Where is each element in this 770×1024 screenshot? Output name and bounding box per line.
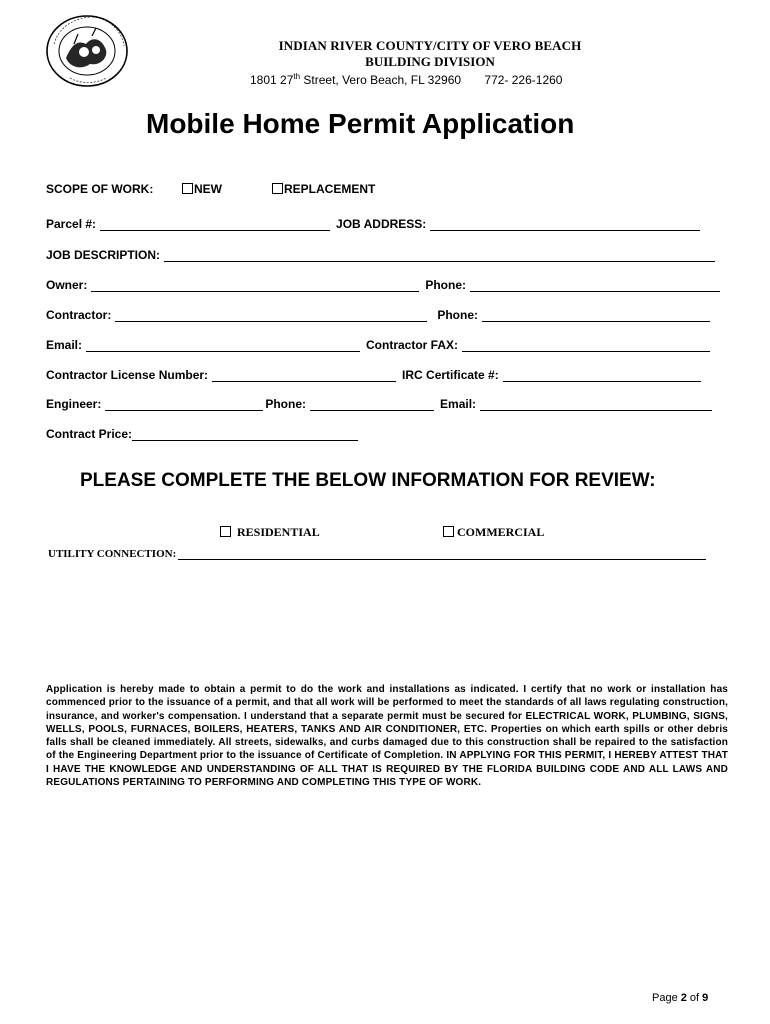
irc-label: IRC Certificate #:	[402, 368, 499, 382]
owner-row	[46, 278, 726, 292]
page-title: Mobile Home Permit Application	[146, 108, 575, 139]
contractor-field[interactable]	[115, 311, 427, 322]
agency-address	[250, 72, 650, 87]
review-heading: PLEASE COMPLETE THE BELOW INFORMATION FOR REVIEW:	[80, 470, 656, 491]
owner-phone-field[interactable]	[470, 281, 720, 292]
contractor-label: Contractor:	[46, 308, 112, 322]
engineer-email-label: Email:	[440, 397, 477, 411]
commercial-checkbox[interactable]	[443, 526, 454, 537]
engineer-phone-label: Phone:	[265, 397, 307, 411]
contractor-fax-label: Contractor FAX:	[366, 338, 459, 352]
agency-phone: 772- 226-1260	[484, 73, 563, 87]
utility-connection-field[interactable]	[178, 549, 706, 560]
scope-of-work-label: SCOPE OF WORK:	[46, 182, 154, 196]
contract-price-row	[46, 427, 364, 441]
license-label: Contractor License Number:	[46, 368, 209, 382]
email-fax-row	[46, 338, 716, 352]
contractor-phone-field[interactable]	[482, 311, 710, 322]
commercial-option[interactable]	[443, 525, 544, 540]
contractor-row	[46, 308, 716, 322]
license-row	[46, 368, 707, 382]
contract-price-label: Contract Price:	[46, 427, 133, 441]
division-name: BUILDING DIVISION	[365, 54, 495, 69]
page-number: Page 2 of 9	[652, 992, 709, 1004]
residential-checkbox[interactable]	[220, 526, 231, 537]
engineer-row	[46, 397, 718, 411]
new-label: NEW	[194, 182, 222, 196]
utility-connection-row	[48, 548, 706, 560]
job-description-label: JOB DESCRIPTION:	[46, 248, 161, 262]
replacement-checkbox[interactable]	[272, 183, 283, 194]
engineer-email-field[interactable]	[480, 400, 712, 411]
scope-replacement-option[interactable]	[272, 182, 375, 196]
irc-field[interactable]	[503, 371, 701, 382]
contractor-fax-field[interactable]	[462, 341, 710, 352]
owner-label: Owner:	[46, 278, 88, 292]
utility-connection-label: UTILITY CONNECTION:	[48, 548, 177, 560]
commercial-label: COMMERCIAL	[457, 525, 545, 539]
owner-field[interactable]	[91, 281, 419, 292]
replacement-label: REPLACEMENT	[284, 182, 376, 196]
street-address: 1801 27th Street, Vero Beach, FL 32960	[250, 72, 462, 87]
residential-label: RESIDENTIAL	[237, 525, 320, 539]
job-description-row	[46, 248, 721, 262]
engineer-label: Engineer:	[46, 397, 102, 411]
engineer-phone-field[interactable]	[310, 400, 434, 411]
new-checkbox[interactable]	[182, 183, 193, 194]
email-field[interactable]	[86, 341, 360, 352]
parcel-label: Parcel #:	[46, 217, 97, 231]
email-label: Email:	[46, 338, 83, 352]
agency-name: INDIAN RIVER COUNTY/CITY OF VERO BEACH	[278, 38, 582, 53]
contract-price-field[interactable]	[132, 430, 358, 441]
residential-option[interactable]	[220, 525, 320, 540]
engineer-field[interactable]	[105, 400, 263, 411]
applicant-statement: Application is hereby made to obtain a permit to do the work and installations as indicated. I certify that no work or installation has commenced prior to the issuance of a permit, and that all work will be performed to meet the standards of all laws regulating construction, insurance, and worker's compensation. I understand that a separate permit must be secured for ELECTRICAL WORK, PLUMBING, SIGNS, WELLS, POOLS, FURNACES, BOILERS, HEATERS, TANKS AND AIR CONDITIONER, ETC. Properties on which earth spills or other debris falls shall be cleaned immediately. All streets, sidewalks, and curbs damaged due to this construction shall be repaired to the satisfaction of the Engineering Department prior to the issuance of Certificate of Completion. IN APPLYING FOR THIS PERMIT, I HEREBY ATTEST THAT I HAVE THE KNOWLEDGE AND UNDERSTANDING OF ALL THAT IS REQUIRED BY THE FLORIDA BUILDING CODE AND ALL LAWS AND REGULATIONS PERTAINING TO PERFORMING AND COMPLETING THIS TYPE OF WORK.	[46, 684, 728, 789]
county-seal-logo	[44, 14, 130, 88]
scope-new-option[interactable]	[182, 182, 222, 196]
parcel-field[interactable]	[100, 220, 330, 231]
job-address-label: JOB ADDRESS:	[336, 217, 427, 231]
parcel-address-row	[46, 217, 706, 231]
license-field[interactable]	[212, 371, 396, 382]
job-description-field[interactable]	[164, 251, 715, 262]
owner-phone-label: Phone:	[425, 278, 467, 292]
job-address-field[interactable]	[430, 220, 700, 231]
contractor-phone-label: Phone:	[437, 308, 479, 322]
